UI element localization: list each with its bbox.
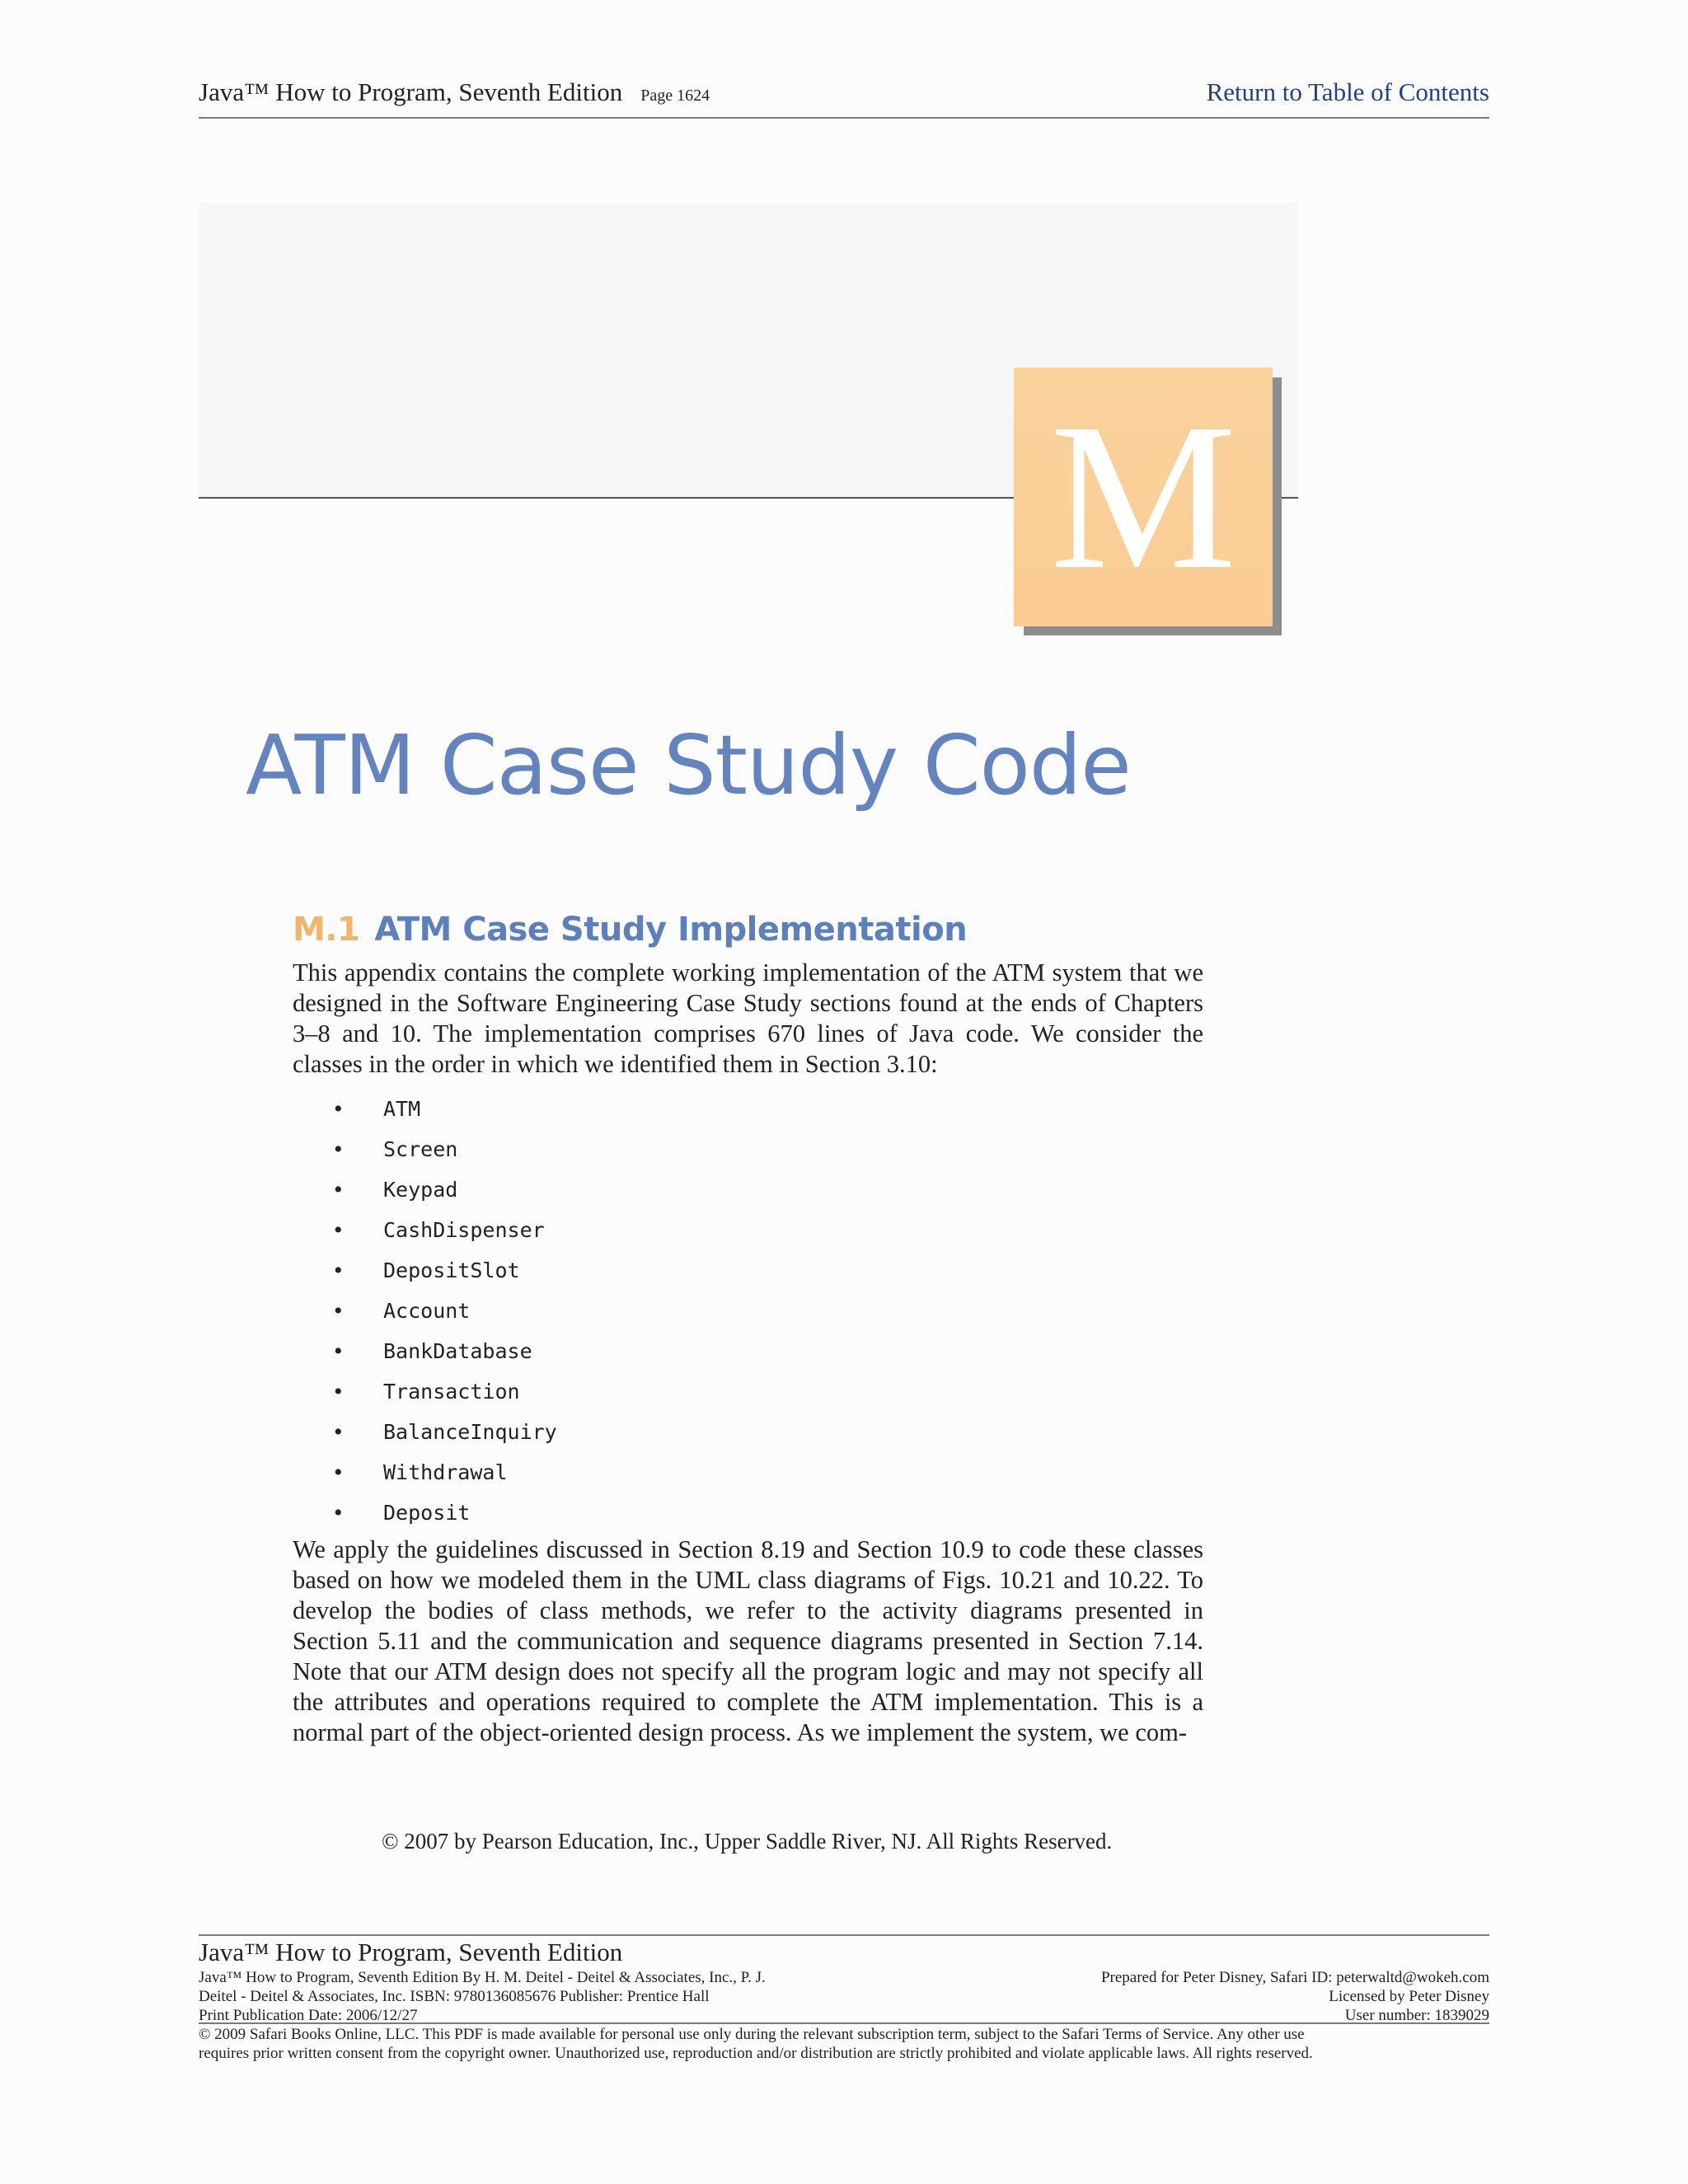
bullet: •	[334, 1176, 343, 1203]
bullet: •	[334, 1499, 343, 1526]
footer-left-line: Print Publication Date: 2006/12/27	[199, 2007, 418, 2024]
page-number: Page 1624	[640, 87, 710, 105]
page-footer	[199, 1934, 1489, 2063]
bullet: •	[334, 1459, 343, 1486]
section-heading	[293, 911, 967, 949]
footer-right-line: Licensed by Peter Disney	[1329, 1988, 1489, 2005]
footer-right-line: User number: 1839029	[1344, 2007, 1489, 2024]
header-book-title	[199, 77, 710, 107]
class-name: BalanceInquiry	[383, 1420, 557, 1444]
list-item	[293, 1412, 557, 1452]
class-name: ATM	[383, 1097, 421, 1121]
body-paragraph: We apply the guidelines discussed in Section 8.19 and Section 10.9 to code these classes based on how we modeled them in the UML class diagrams of Figs. 10.21 and 10.22. To develop the bodies of class methods, we refer to the activity diagrams presented in Section 5.11 and the communication and sequence diagrams presented in Section 7.14. Note that our ATM design does not specify all the program logic and may not specify all the attributes and operations required to complete the ATM implementation. This is a normal part of the object-oriented design process. As we implement the system, we com-	[293, 1535, 1203, 1746]
class-name: DepositSlot	[383, 1258, 520, 1282]
bullet: •	[334, 1418, 343, 1446]
list-item	[293, 1331, 557, 1371]
footer-right-line: Prepared for Peter Disney, Safari ID: peterwaltd@wokeh.com	[1100, 1969, 1489, 1986]
book-title-text: Java™ How to Program, Seventh Edition	[199, 77, 623, 106]
class-name: BankDatabase	[383, 1339, 532, 1363]
footer-book-title: Java™ How to Program, Seventh Edition	[199, 1938, 623, 1966]
footer-license-info	[1101, 1968, 1489, 2025]
list-item	[293, 1452, 557, 1493]
copyright-notice: © 2007 by Pearson Education, Inc., Upper Saddle River, NJ. All Rights Reserved.	[382, 1829, 1113, 1854]
bullet: •	[334, 1216, 343, 1244]
bullet: •	[334, 1297, 343, 1324]
appendix-letter: M	[1049, 381, 1237, 613]
list-item	[293, 1250, 557, 1291]
bullet: •	[334, 1095, 343, 1122]
list-item	[293, 1371, 557, 1412]
page-header	[199, 77, 1489, 119]
appendix-badge	[1014, 368, 1273, 626]
class-name: Keypad	[383, 1178, 458, 1202]
class-name: Withdrawal	[383, 1460, 508, 1484]
bullet: •	[334, 1378, 343, 1405]
list-item	[293, 1493, 557, 1533]
class-name: Account	[383, 1299, 471, 1323]
footer-legal-notice	[199, 2022, 1489, 2063]
class-name: CashDispenser	[383, 1218, 545, 1242]
bullet: •	[334, 1136, 343, 1163]
list-item	[293, 1129, 557, 1169]
footer-left-line: Java™ How to Program, Seventh Edition By H. M. Deitel - Deitel & Associates, Inc., P. J.	[199, 1969, 766, 1986]
footer-left-line: Deitel - Deitel & Associates, Inc. ISBN: 9780136085676 Publisher: Prentice Hall	[199, 1988, 710, 2005]
list-item	[293, 1291, 557, 1331]
return-to-toc-link[interactable]: Return to Table of Contents	[1206, 77, 1489, 106]
chapter-title: ATM Case Study Code	[246, 717, 1131, 813]
list-item	[293, 1210, 557, 1250]
footer-legal-line: © 2009 Safari Books Online, LLC. This PDF is made available for personal use only during the relevant subscription term, subject to the Safari Terms of Service. Any other use	[199, 2026, 1305, 2043]
section-title: ATM Case Study Implementation	[374, 911, 968, 949]
section-number: M.1	[293, 911, 360, 949]
list-item	[293, 1089, 557, 1129]
intro-paragraph: This appendix contains the complete working implementation of the ATM system that we designed in the Software Engineering Case Study sections found at the ends of Chapters 3–8 and 10. The implementation comprises 670 lines of Java code. We consider the classes in the order in which we identified them in Section 3.10:	[293, 958, 1203, 1078]
bullet: •	[334, 1338, 343, 1365]
footer-details	[199, 1968, 1489, 2022]
list-item	[293, 1169, 557, 1210]
footer-publication-info	[199, 1968, 874, 2025]
class-list	[293, 1089, 557, 1533]
class-name: Transaction	[383, 1380, 520, 1404]
class-name: Screen	[383, 1137, 458, 1161]
class-name: Deposit	[383, 1501, 471, 1525]
footer-legal-line: requires prior written consent from the copyright owner. Unauthorized use, reproduction and/or distribution are strictly prohibited and violate applicable laws. All rights reserved.	[199, 2045, 1313, 2062]
bullet: •	[334, 1257, 343, 1284]
